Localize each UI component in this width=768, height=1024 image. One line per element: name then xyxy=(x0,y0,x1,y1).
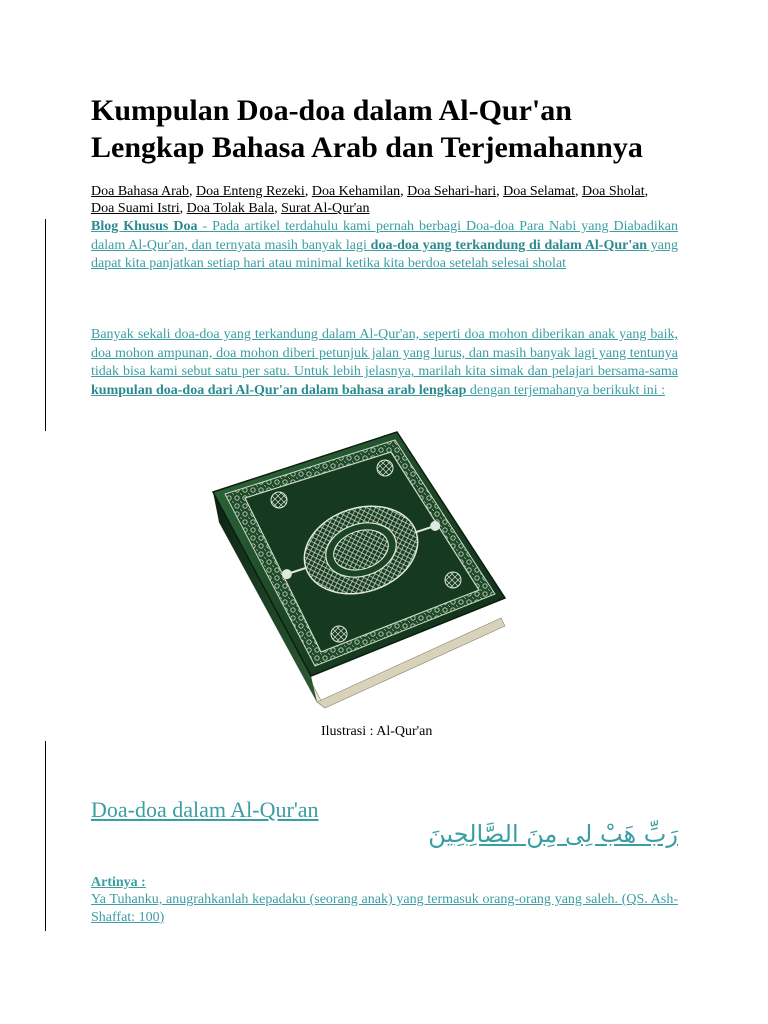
tag-link[interactable]: Doa Enteng Rezeki xyxy=(195,184,305,199)
body-text: dengan terjemahanya berikukt ini : xyxy=(466,383,666,399)
blog-name[interactable]: Blog Khusus Doa xyxy=(91,219,198,234)
corner-ornament xyxy=(377,460,393,476)
margin-change-bar xyxy=(45,219,46,431)
tag-list: Doa Bahasa Arab, Doa Enteng Rezeki, Doa Kehamilan, Doa Sehari-hari, Doa Selamat, Doa Sholat, Doa Suami Istri, Doa Tolak Bala, Surat Al-Qur'an xyxy=(91,184,649,216)
quran-book-image xyxy=(209,430,509,712)
arabic-doa-text: رَبِّ هَبْ لِى مِنَ الصَّالِحِينَ xyxy=(428,820,678,848)
tag-link[interactable]: Doa Sehari-hari xyxy=(407,184,497,199)
tag-link[interactable]: Surat Al-Qur'an xyxy=(281,201,370,216)
body-keyword[interactable]: kumpulan doa-doa dari Al-Qur'an dalam bahasa arab lengkap xyxy=(91,383,467,399)
body-paragraph[interactable] xyxy=(91,326,678,401)
artinya-label: Artinya : xyxy=(91,875,146,890)
corner-ornament xyxy=(271,492,287,508)
margin-change-bar xyxy=(45,741,46,931)
tag-link[interactable]: Doa Suami Istri xyxy=(91,201,180,216)
tag-link[interactable]: Doa Bahasa Arab xyxy=(91,184,189,199)
body-text: Banyak sekali doa-doa yang terkandung dalam Al-Qur'an, seperti doa mohon diberikan anak yang baik, doa mohon ampunan, doa mohon diberi petunjuk jalan yang lurus, dan masih banyak lagi yang tentunya tidak bisa kami sebut satu per satu. Untuk lebih jelasnya, marilah kita simak dan pelajari bersama-sama xyxy=(91,327,678,380)
corner-ornament xyxy=(445,572,461,588)
intro-text: - Pada artikel terdahulu kami pernah berbagi Doa-doa Para Nabi yang Diabadikan dalam Al-Qur'an, dan ternyata masih banyak lagi xyxy=(91,219,679,253)
doa-translation: Ya Tuhanku, anugrahkanlah kepadaku (seorang anak) yang termasuk orang-orang yang saleh. (QS. Ash-Shaffat: 100) xyxy=(91,892,678,925)
title-line-2: Lengkap Bahasa Arab dan Terjemahannya xyxy=(91,131,643,164)
page-title xyxy=(91,92,691,166)
intro-text: yang dapat kita panjatkan setiap hari atau minimal ketika kita berdoa setelah selesai sholat xyxy=(91,237,678,272)
quran-illustration xyxy=(209,430,509,712)
title-line-1: Kumpulan Doa-doa dalam Al-Qur'an xyxy=(91,94,572,127)
corner-ornament xyxy=(331,626,347,642)
tag-link[interactable]: Doa Selamat xyxy=(503,184,576,199)
figure-caption: Ilustrasi : Al-Qur'an xyxy=(321,724,433,739)
tag-link[interactable]: Doa Sholat xyxy=(582,184,645,199)
intro-paragraph[interactable] xyxy=(91,218,678,274)
section-heading[interactable]: Doa-doa dalam Al-Qur'an xyxy=(91,797,319,823)
tag-link[interactable]: Doa Tolak Bala xyxy=(186,201,275,216)
intro-keyword[interactable]: doa-doa yang terkandung di dalam Al-Qur'an xyxy=(370,237,648,253)
tag-link[interactable]: Doa Kehamilan xyxy=(311,184,401,199)
